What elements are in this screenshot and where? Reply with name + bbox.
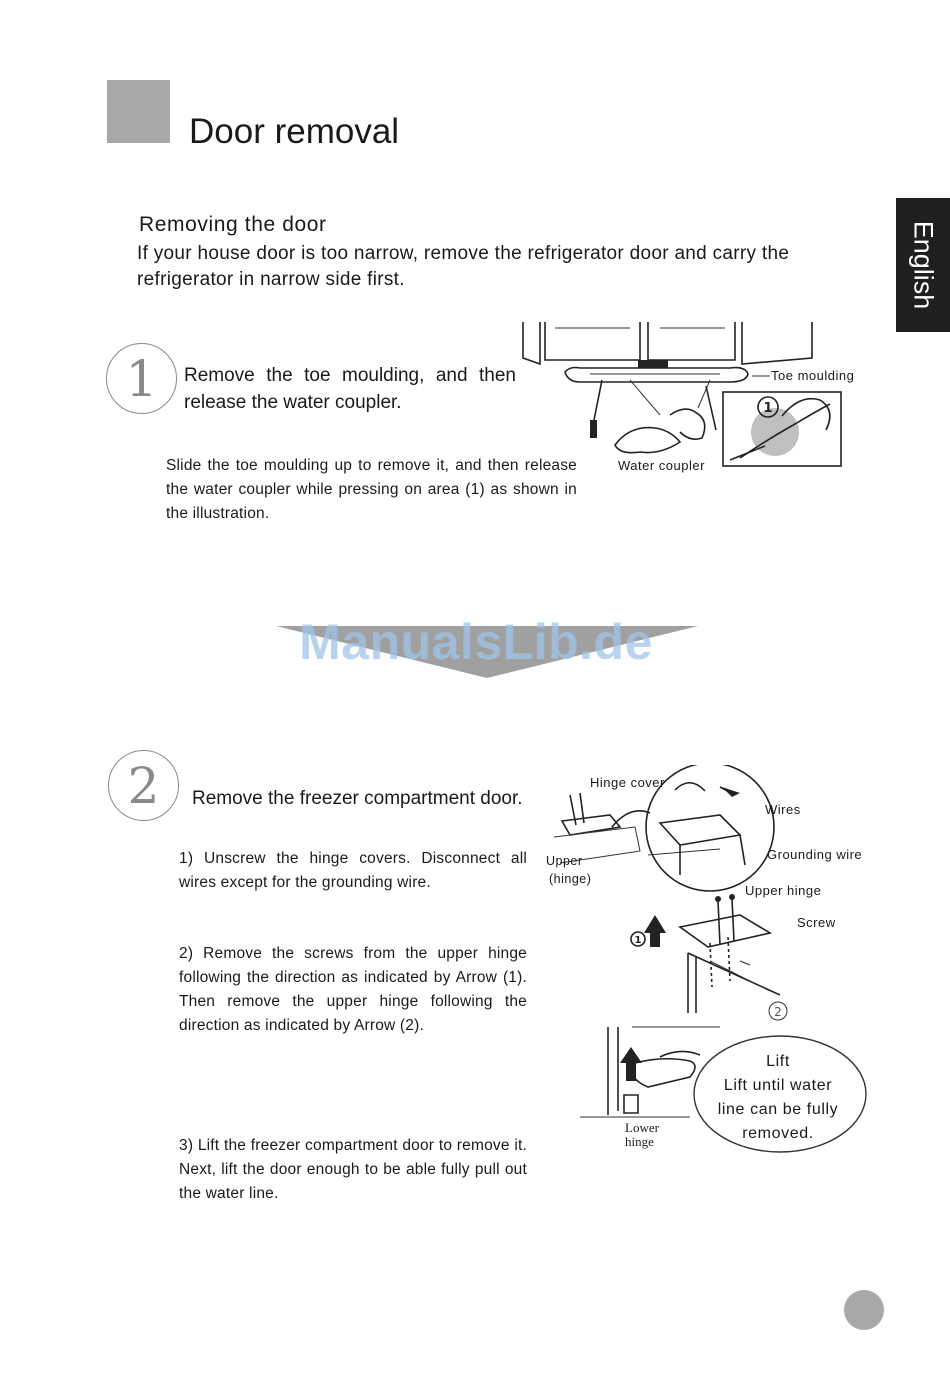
label-water-coupler: Water coupler	[618, 458, 705, 473]
step-1-detail: Slide the toe moulding up to remove it, and then release the water coupler while pressing on area (1) as shown in the illustration.	[166, 457, 577, 522]
watermark: ManualsLib.de	[299, 614, 653, 670]
step-2-substep-2: 2) Remove the screws from the upper hinge following the direction as indicated by Arrow (1). Then remove the upper hinge following the direction as indicated by Arrow (2).	[179, 945, 527, 1034]
step-1-number-text: 1	[125, 349, 158, 408]
lift-line-3: removed.	[742, 1125, 814, 1142]
step-2-number-text: 2	[127, 756, 160, 815]
step-1-number	[106, 343, 177, 414]
title-square-decoration	[107, 80, 170, 143]
label-upper: Upper	[546, 854, 583, 868]
hinge-marker-1: 1	[634, 935, 642, 946]
page-title: Door removal	[189, 112, 400, 151]
step-2-substep-3: 3) Lift the freezer compartment door to remove it. Next, lift the door enough to be able fully pull out the water line.	[179, 1137, 527, 1202]
lift-line-2: line can be fully	[717, 1101, 839, 1118]
label-toe-moulding: Toe moulding	[771, 368, 855, 383]
step-2-instruction: Remove the freezer compartment door.	[192, 788, 523, 809]
figure-marker-1: 1	[763, 401, 773, 416]
step-2-substep-1: 1) Unscrew the hinge covers. Disconnect all wires except for the grounding wire.	[179, 850, 527, 891]
language-tab-label: English	[908, 220, 939, 310]
label-lower-hinge: hinge	[625, 1134, 654, 1149]
label-hinge-paren: (hinge)	[549, 872, 592, 886]
toe-moulding-illustration	[520, 320, 865, 480]
section-heading: Removing the door	[139, 213, 327, 236]
language-tab	[896, 198, 950, 332]
label-screw: Screw	[797, 915, 836, 930]
label-wires: Wires	[765, 802, 801, 817]
lift-callout-text	[698, 1050, 858, 1146]
step-1-instruction: Remove the toe moulding, and then release the water coupler.	[184, 365, 516, 413]
hinge-marker-2: 2	[774, 1005, 782, 1019]
lift-title: Lift	[766, 1053, 790, 1070]
label-lower: Lower	[625, 1120, 659, 1135]
lift-line-1: Lift until water	[723, 1077, 833, 1094]
label-hinge-cover: Hinge cover	[590, 775, 665, 790]
page-number-dot	[844, 1290, 884, 1330]
label-upper-hinge: Upper hinge	[745, 883, 822, 898]
label-grounding-wire: Grounding wire	[767, 847, 863, 862]
step-2-number	[108, 750, 179, 821]
section-intro: If your house door is too narrow, remove the refrigerator door and carry the refrigerator in narrow side first.	[137, 243, 790, 290]
